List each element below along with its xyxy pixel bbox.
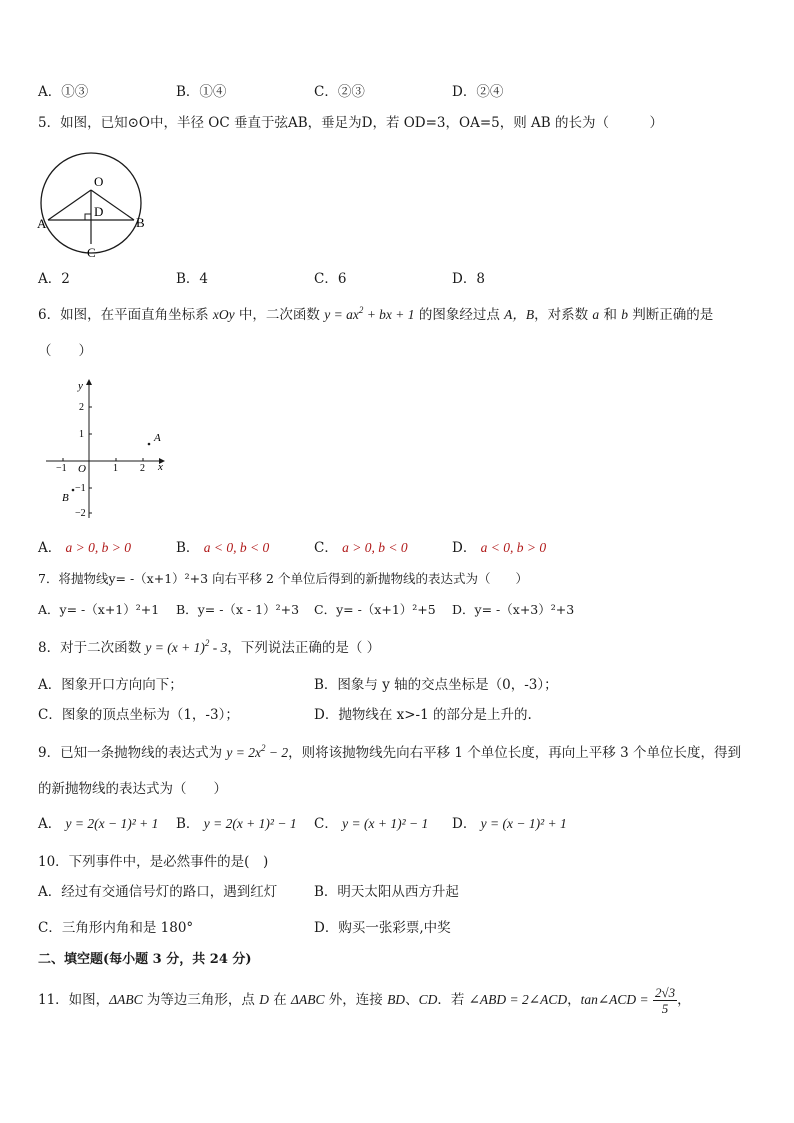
q5-option-d: D．8 <box>452 271 485 287</box>
label-d: D <box>94 204 104 219</box>
q4-option-c: C．②③ <box>314 84 365 100</box>
q10-option-a: A．经过有交通信号灯的路口，遇到红灯 <box>38 884 278 900</box>
q8-option-b: B．图象与 y 轴的交点坐标是（0，-3）； <box>314 677 558 693</box>
q7-option-a: A．y= -（x+1）²+1 <box>38 602 160 617</box>
label-c: C <box>87 245 96 260</box>
q6-option-b: B． a < 0, b < 0 <box>176 540 270 556</box>
q6-bracket: （ ） <box>38 343 92 359</box>
y-tick-2: 2 <box>79 402 84 413</box>
q6-stem: 6．如图，在平面直角坐标系 xOy 中，二次函数 $y = ax^2$ + bx + 1 的图象经过点 A，B，对系数 a 和 b 判断正确的是 <box>38 305 714 323</box>
fraction-tan-value: $\frac{2√3}{5}$ <box>654 985 676 1016</box>
q10-option-d: D．购买一张彩票,中奖 <box>314 920 451 936</box>
q10-option-b: B．明天太阳从西方升起 <box>314 884 459 900</box>
q7-stem: 7．将抛物线y= -（x+1）²+3 向右平移 2 个单位后得到的新抛物线的表达式为（ ） <box>38 571 528 586</box>
q8-option-d: D．抛物线在 x>-1 的部分是上升的. <box>314 707 532 723</box>
q5-option-b: B．4 <box>176 271 209 287</box>
q7-option-b: B．y= -（x - 1）²+3 <box>176 602 300 617</box>
y-tick-1: 1 <box>79 429 84 440</box>
q8-stem: 8．对于二次函数 $y = (x + 1)^2 - 3$，下列说法正确的是（ ） <box>38 638 381 656</box>
q9-option-b: B． y = 2(x + 1)² − 1 <box>176 816 297 832</box>
y-tick-neg2: −2 <box>75 508 86 519</box>
q4-option-d: D．②④ <box>452 84 504 100</box>
q8-option-a: A．图象开口方向向下； <box>38 677 183 693</box>
q10-stem: 10．下列事件中，是必然事件的是( ) <box>38 854 269 870</box>
y-tick-neg1: −1 <box>75 483 86 494</box>
q6-option-a: A． a > 0, b > 0 <box>38 540 132 556</box>
q5-circle-figure <box>30 148 160 260</box>
q10-option-c: C．三角形内角和是 180° <box>38 920 194 936</box>
section-title-fill-in: 二、填空题(每小题 3 分，共 24 分) <box>38 952 252 967</box>
label-o: O <box>94 174 104 189</box>
y-axis-label: y <box>78 380 83 392</box>
x-tick-1: 1 <box>113 463 118 474</box>
q9-stem-line2: 的新抛物线的表达式为（ ） <box>38 781 227 797</box>
q11-stem: 11．如图，ΔABC 为等边三角形，点 D 在 ΔABC 外，连接 BD、CD．若 ∠ABD = 2∠ACD，tan∠ACD = $\frac{2√3}{5}$ ， <box>38 985 691 1016</box>
point-b-label: B <box>62 492 69 504</box>
point-a <box>148 443 151 446</box>
q9-stem: 9．已知一条抛物线的表达式为 $y = 2x^2 - 2$，则将该抛物线先向右平移 1 个单位长度，再向上平移 3 个单位长度，得到 <box>38 743 741 761</box>
x-tick-neg1: −1 <box>56 463 67 474</box>
x-tick-2: 2 <box>140 463 145 474</box>
label-b: B <box>136 215 145 230</box>
origin-label: O <box>78 463 86 475</box>
q4-option-a: A．①③ <box>38 84 89 100</box>
x-axis-label: x <box>158 461 163 473</box>
point-a-label: A <box>154 432 161 444</box>
q9-option-a: A． y = 2(x − 1)² + 1 <box>38 816 159 832</box>
q5-option-a: A．2 <box>38 271 70 287</box>
q7-option-d: D．y= -（x+3）²+3 <box>452 602 575 617</box>
point-b <box>72 489 75 492</box>
q6-option-c: C． a > 0, b < 0 <box>314 540 408 556</box>
q5-stem: 5．如图，已知⊙O中，半径 OC 垂直于弦AB，垂足为D，若 OD=3，OA=5，则 AB 的长为（ ） <box>38 115 663 131</box>
q6-option-d: D． a < 0, b > 0 <box>452 540 547 556</box>
q5-option-c: C．6 <box>314 271 347 287</box>
right-angle-mark <box>85 214 91 220</box>
q9-option-d: D． y = (x − 1)² + 1 <box>452 816 567 832</box>
q9-option-c: C． y = (x + 1)² − 1 <box>314 816 429 832</box>
label-a: A <box>37 216 47 231</box>
q4-option-b: B．①④ <box>176 84 227 100</box>
q7-option-c: C．y= -（x+1）²+5 <box>314 602 436 617</box>
q6-coordinate-graph <box>38 372 173 524</box>
q8-option-c: C．图象的顶点坐标为（1，-3）； <box>38 707 239 723</box>
